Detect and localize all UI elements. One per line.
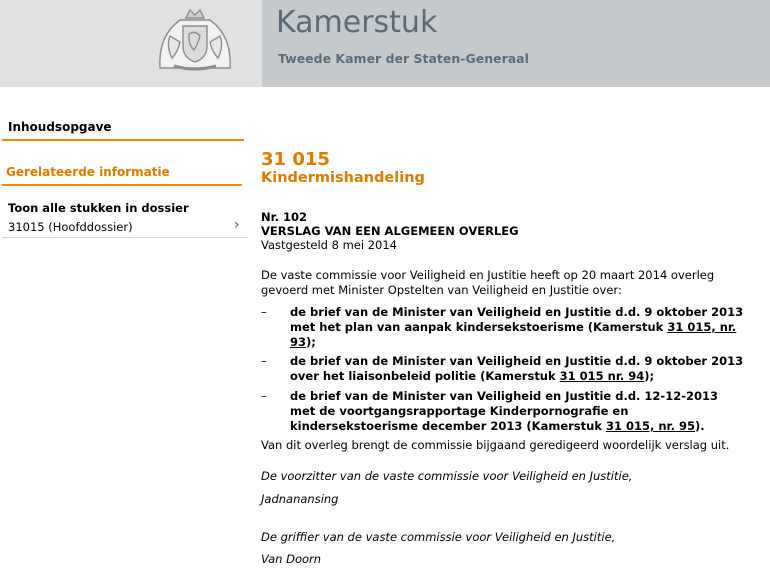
clerk-name: Van Doorn [261,552,322,566]
kamerstuk-link[interactable]: 31 015 nr. 94 [559,369,645,383]
chair-line: De voorzitter van de vaste commissie voor Veiligheid en Justitie, [261,469,633,483]
divider [2,139,244,141]
coat-of-arms-icon [150,6,240,76]
sidebar-item-inhoudsopgave[interactable]: Inhoudsopgave [8,120,112,134]
list-item-tail: ); [644,369,655,383]
list-item-line: de brief van de Minister van Veiligheid en Justitie d.d. 9 oktober 2013 [290,305,744,319]
clerk-line: De griffier van de vaste commissie voor Veiligheid en Justitie, [261,530,616,544]
list-item-line: kindersekstoerisme december 2013 (Kamerstuk [290,419,606,433]
document-date: Vastgesteld 8 mei 2014 [261,238,397,252]
list-dash: – [261,354,267,368]
list-item-line: de brief van de Minister van Veiligheid en Justitie d.d. 12-12-2013 [290,389,718,403]
list-dash: – [261,305,267,319]
chair-name: Jadnanansing [261,492,339,506]
document-nr: Nr. 102 [261,210,308,224]
kamerstuk-link[interactable]: 93 [290,335,307,349]
site-title: Kamerstuk [276,5,438,40]
list-item-line: de brief van de Minister van Veiligheid en Justitie d.d. 9 oktober 2013 [290,354,744,368]
kamerstuk-link[interactable]: 31 015, nr. [667,320,737,334]
list-item-tail: ); [306,335,316,349]
kamerstuk-link[interactable]: 31 015, nr. 95 [605,419,695,433]
divider [2,184,242,186]
divider [2,237,248,238]
site-subtitle: Tweede Kamer der Staten-Generaal [278,51,529,66]
list-item-line: met het plan van aanpak kindersekstoerisme (Kamerstuk [290,320,668,334]
intro-paragraph [261,268,751,298]
intro-line: gevoerd met Minister Opstelten van Veiligheid en Justitie over: [261,283,622,297]
document-title: VERSLAG VAN EEN ALGEMEEN OVERLEG [261,224,519,238]
sidebar-all-docs-heading: Toon alle stukken in dossier [8,201,189,215]
sidebar-related-heading: Gerelateerde informatie [6,165,170,179]
header-logo-area [0,0,262,87]
list-item-tail: ). [694,419,705,433]
closing-paragraph: Van dit overleg brengt de commissie bijgaand geredigeerd woordelijk verslag uit. [261,438,730,452]
sidebar-dossier-link[interactable]: 31015 (Hoofddossier) [8,220,133,234]
intro-line: De vaste commissie voor Veiligheid en Justitie heeft op 20 maart 2014 overleg [261,268,715,282]
list-dash: – [261,389,267,403]
document-subject: Kindermishandeling [261,170,425,186]
dossier-number: 31 015 [261,149,330,170]
list-item-line: over het liaisonbeleid politie (Kamerstuk [290,369,560,383]
chevron-right-icon[interactable]: › [234,217,240,233]
list-item-line: met de voortgangsrapportage Kinderpornografie en [290,404,629,418]
